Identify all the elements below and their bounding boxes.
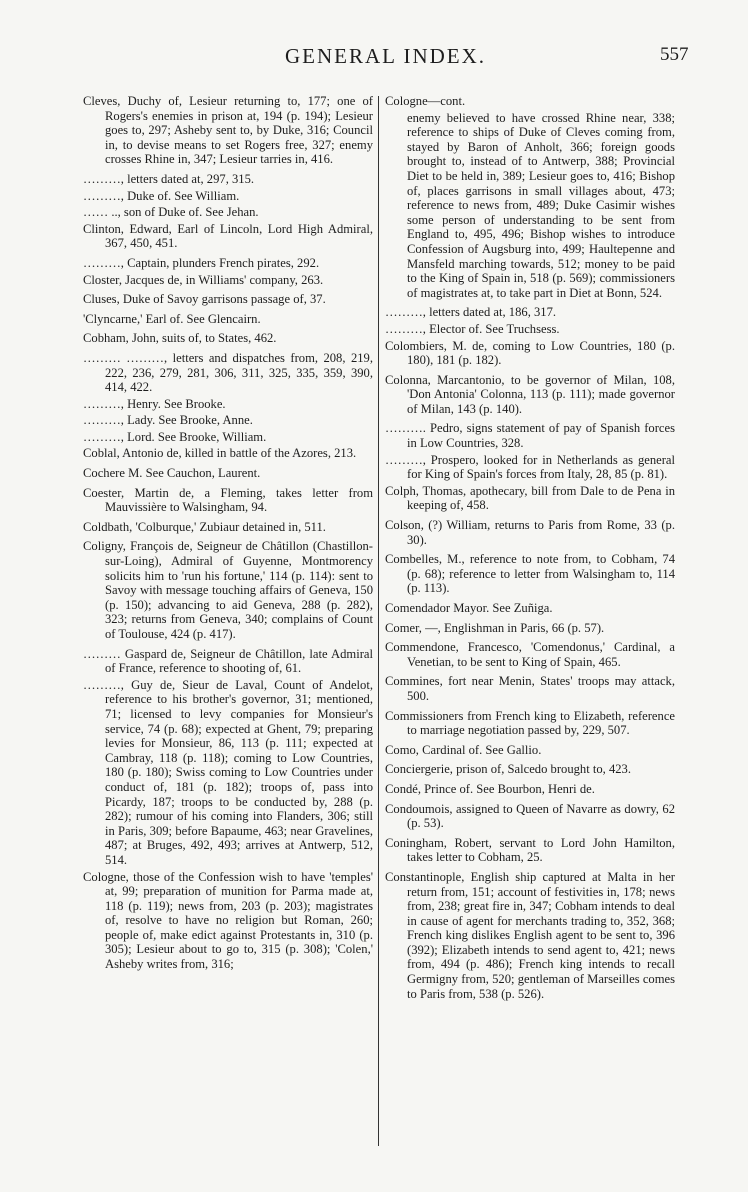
continued-heading: Cologne—cont. bbox=[385, 94, 466, 108]
index-entry: Closter, Jacques de, in Williams' company, 263. bbox=[83, 272, 324, 287]
page-number: 557 bbox=[660, 44, 689, 65]
index-entry: Condé, Prince of. See Bourbon, Henri de. bbox=[385, 781, 595, 796]
index-subentry: ………, Prospero, looked for in Netherlands as general for King of Spain's forces from Italy, 28, 85 (p. 81). bbox=[385, 452, 675, 482]
index-entry: Colombiers, M. de, coming to Low Countries, 180 (p. 180), 181 (p. 182). bbox=[385, 338, 675, 368]
index-entry: Cochere M. See Cauchon, Laurent. bbox=[83, 466, 261, 481]
index-entry: Commines, fort near Menin, States' troops may attack, 500. bbox=[385, 674, 675, 703]
column-divider bbox=[378, 96, 379, 1146]
index-entry: Comendador Mayor. See Zuñiga. bbox=[385, 601, 553, 615]
index-entry: Coligny, François de, Seigneur de Châtillon (Chastillon-sur-Loing), Admiral of Guyenne, Montmorency solicits him to 'run his fortune,' 114 (p. 114): sent to Savoy with message touching affairs of Geneva, 150 (p. 150); advancing to aid Geneva, 288 (p. 282), 323; returns from Geneva, 340; complains of Count of Toulouse, 424 (p. 417). bbox=[83, 539, 373, 641]
index-entry: Colonna, Marcantonio, to be governor of Milan, 108, 'Don Antonia' Colonna, 113 (p. 111); made governor of Milan, 143 (p. 140). bbox=[385, 372, 675, 416]
index-subentry: ……… Gaspard de, Seigneur de Châtillon, late Admiral of France, reference to shooting of, 61. bbox=[83, 646, 373, 676]
index-entry: Colson, (?) William, returns to Paris from Rome, 33 (p. 30). bbox=[385, 518, 675, 547]
running-head: GENERAL INDEX. bbox=[285, 44, 487, 68]
index-entry: Condoumois, assigned to Queen of Navarre as dowry, 62 (p. 53). bbox=[385, 801, 675, 831]
index-entry: Combelles, M., reference to note from, to Cobham, 74 (p. 68); reference to letter from Walsingham to, 114 (p. 113). bbox=[385, 552, 675, 596]
index-entry: Como, Cardinal of. See Gallio. bbox=[385, 742, 542, 757]
index-subentry: ……… ………, letters and dispatches from, 208, 219, 222, 236, 279, 281, 306, 311, 325, 335, 359, 390, 414, 422. bbox=[83, 350, 373, 395]
index-entry: Cologne, those of the Confession wish to have 'temples' at, 99; preparation of munition for Parma made at, 118 (p. 119); news from, 203 (p. 203); magistrates of, resolve to have no religion but Roman, 260; people of, make edict against Protestants in, 310 (p. 305); Lesieur about to go to, 315 (p. 308); 'Colen,' Asheby writes from, 316; bbox=[83, 869, 373, 972]
index-entry: 'Clyncarne,' Earl of. See Glencairn. bbox=[83, 311, 261, 326]
index-entry-continuation: enemy believed to have crossed Rhine near, 338; reference to ships of Duke of Cleves coming from, stayed by Baron of Anholt, 366; foreign goods brought to, instead of to Antwerp, 388; Provincial Diet to be held in, 389; Lesieur goes to, 416; Bishop of, places garrisons in small villages about, 473; reference to news from, 489; Duke Casimir wishes some person of understanding to be sent from England to, 495, 496; Bishop wishes to introduce Confession of Augsburg into, 499; Haultepenne and Mansfeld marching towards, 512; money to be paid to the King of Spain in, 518 (p. 569); commissioners of magistrates at, to take part in Diet at Bonn, 524. bbox=[407, 110, 675, 300]
index-entry: Coldbath, 'Colburque,' Zubiaur detained in, 511. bbox=[83, 519, 326, 534]
left-column bbox=[83, 94, 373, 977]
index-subentry: ………, Lady. See Brooke, Anne. bbox=[83, 413, 253, 428]
index-entry: Comer, —, Englishman in Paris, 66 (p. 57). bbox=[385, 620, 605, 635]
index-entry: Cleves, Duchy of, Lesieur returning to, 177; one of Rogers's enemies in prison at, 194 (p. 194); Lesieur goes to, 297; Asheby sent to, by Duke, 316; Council in, to devise means to set Rogers free, 327; enemy crosses Rhine in, 347; Lesieur tarries in, 416. bbox=[83, 94, 373, 167]
index-entry: Commendone, Francesco, 'Comendonus,' Cardinal, a Venetian, to be sent to King of Spain, 465. bbox=[385, 640, 675, 669]
index-entry: Coester, Martin de, a Fleming, takes letter from Mauvissière to Walsingham, 94. bbox=[83, 485, 373, 515]
index-entry: Commissioners from French king to Elizabeth, reference to marriage negotiation passed by, 229, 507. bbox=[385, 708, 675, 738]
index-subentry: ………, Henry. See Brooke. bbox=[83, 396, 226, 411]
index-entry: Clinton, Edward, Earl of Lincoln, Lord High Admiral, 367, 450, 451. bbox=[83, 221, 373, 251]
right-column bbox=[385, 94, 675, 1006]
index-subentry: ………, Guy de, Sieur de Laval, Count of Andelot, reference to his brother's governor, 31; mentioned, 71; licensed to levy companies for Monsieur's service, 74 (p. 68); expected at Ghent, 79; preparing levies for Monsieur, 86, 113 (p. 111; expected at Cambray, 118 (p. 118); coming to Low Countries, 180 (p. 180); Swiss coming to Low Countries under conduct of, 181 (p. 182); troops of, pass into Picardy, 187; troops to be conducted by, 288 (p. 282); rumour of his coming into Flanders, 306; still in Paris, 309; before Bapaume, 463; near Gravelines, 487; at Bruges, 492, 493; arrives at Antwerp, 512, 514. bbox=[83, 677, 373, 867]
index-entry: Cobham, John, suits of, to States, 462. bbox=[83, 331, 277, 346]
index-subentry: ………. Pedro, signs statement of pay of Spanish forces in Low Countries, 328. bbox=[385, 421, 675, 451]
index-entry: Coningham, Robert, servant to Lord John Hamilton, takes letter to Cobham, 25. bbox=[385, 835, 675, 865]
index-entry: Constantinople, English ship captured at Malta in her return from, 151; account of festivities in, 178; news from, 238; great fire in, 347; Cobham intends to deal in cause of agent for merchants trading to, 352, 368; French king dislikes English agent to be sent to, 396 (392); Elizabeth intends to send agent to, 421; news from, 494 (p. 486); French king intends to recall Germigny from, 520; gentleman of Marseilles comes to Paris from, 538 (p. 526). bbox=[385, 869, 675, 1001]
index-entry: Coblal, Antonio de, killed in battle of the Azores, 213. bbox=[83, 446, 357, 461]
index-subentry: ………, Duke of. See William. bbox=[83, 188, 240, 203]
index-subentry: ………, letters dated at, 186, 317. bbox=[385, 305, 557, 320]
index-subentry: ………, Elector of. See Truchsess. bbox=[385, 321, 560, 336]
index-subentry: ………, letters dated at, 297, 315. bbox=[83, 171, 255, 186]
page-header bbox=[0, 44, 748, 74]
index-entry: Conciergerie, prison of, Salcedo brought to, 423. bbox=[385, 762, 631, 777]
index-subentry: ………, Captain, plunders French pirates, 292. bbox=[83, 255, 320, 270]
index-entry: Colph, Thomas, apothecary, bill from Dale to de Pena in keeping of, 458. bbox=[385, 483, 675, 513]
index-subentry: ………, Lord. See Brooke, William. bbox=[83, 429, 267, 444]
index-subentry: …… .., son of Duke of. See Jehan. bbox=[83, 205, 259, 220]
index-entry: Cluses, Duke of Savoy garrisons passage of, 37. bbox=[83, 292, 326, 307]
